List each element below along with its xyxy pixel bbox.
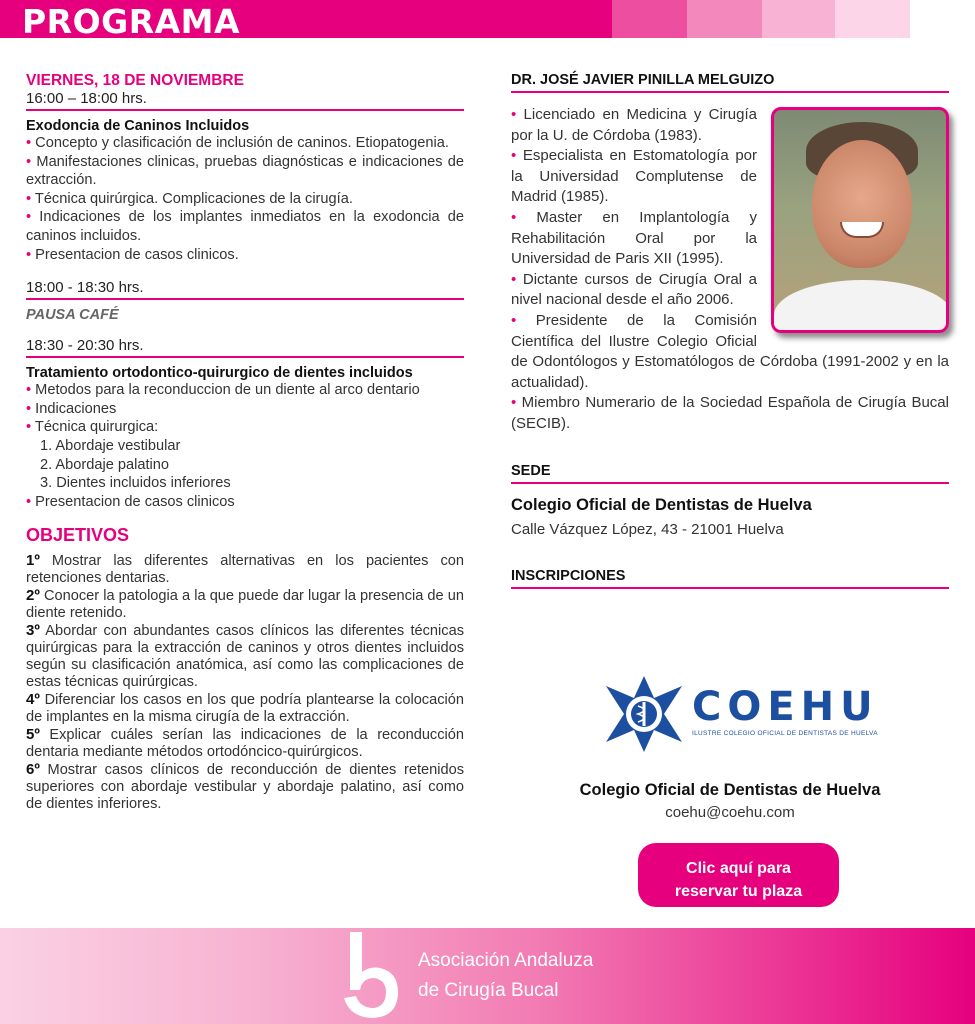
break-label: PAUSA CAFÉ: [26, 307, 119, 324]
objective-3: 3º Abordar con abundantes casos clínicos las diferentes técnicas quirúrgicas para la extracción de caninos y otros dientes incluidos según su clasificación anatómica, así como las complicaciones de estas técnicas quirúrgicas.: [26, 622, 464, 691]
list-item: 1. Abordaje vestibular: [40, 437, 181, 454]
sede-name: Colegio Oficial de Dentistas de Huelva: [511, 495, 812, 514]
event-date: VIERNES, 18 DE NOVIEMBRE: [26, 72, 244, 89]
session1-time: 16:00 – 18:00 hrs.: [26, 90, 464, 111]
program-column: [26, 72, 464, 813]
objective-6: 6º Mostrar casos clínicos de reconducción de dientes retenidos superiores con abordaje vestibular y abordaje palatino, así como de dientes inferiores.: [26, 761, 464, 813]
session2-list: [26, 381, 464, 437]
objective-4: 4º Diferenciar los casos en los que podría plantearse la colocación de implantes en la misma cirugía de la extracción.: [26, 691, 464, 726]
header-bar: [0, 0, 975, 41]
registration-org: Colegio Oficial de Dentistas de Huelva: [579, 781, 881, 799]
list-item: • Presentacion de casos clinicos.: [26, 246, 239, 263]
bio-item: • Master en Implantología y Rehabilitación Oral por la Universidad de Paris XII (1995).: [511, 208, 757, 268]
bio-item: • Especialista en Estomatología por la Universidad Complutense de Madrid (1985).: [511, 147, 758, 206]
objectives-title: OBJETIVOS: [26, 525, 130, 546]
bio-item: • Licenciado en Medicina y Cirugía por la U. de Córdoba (1983).: [511, 106, 757, 144]
header-swatch-2: [687, 0, 762, 38]
session2-list-end: [26, 493, 464, 512]
coehu-logo: [606, 676, 879, 752]
sede-address: Calle Vázquez López, 43 - 21001 Huelva: [511, 520, 784, 538]
reserve-button[interactable]: [638, 843, 839, 907]
list-item: • Técnica quirurgica:: [26, 419, 159, 436]
bio-item: • Presidente de la Comisión Científica del Ilustre Colegio Oficial de Odontólogos y Estomatólogos de Córdoba (1991-2002 y en la actualidad).: [511, 311, 949, 391]
coehu-cross-icon: [606, 676, 682, 752]
objective-5: 5º Explicar cuáles serían las indicaciones de la reconducción dentaria mediante métodos ortodóncico-quirúrgicos.: [26, 726, 465, 761]
header-swatch-1: [612, 0, 687, 38]
list-item: • Técnica quirúrgica. Complicaciones de la cirugía.: [26, 190, 353, 207]
list-item: 3. Dientes incluidos inferiores: [40, 475, 231, 492]
objective-2: 2º Conocer la patologia a la que puede dar lugar la presencia de un diente retenido.: [26, 587, 464, 622]
list-item: • Metodos para la reconduccion de un diente al arco dentario: [26, 382, 420, 399]
speaker-column: [511, 72, 949, 601]
speaker-bio: [511, 105, 949, 435]
bio-item: • Miembro Numerario de la Sociedad Española de Cirugía Bucal (SECIB).: [511, 394, 949, 432]
header-swatch-4: [835, 0, 910, 38]
coehu-wordmark: COEHU: [692, 684, 879, 730]
inscripciones-heading: INSCRIPCIONES: [511, 568, 949, 589]
list-item: • Indicaciones: [26, 400, 117, 417]
session2-time: 18:30 - 20:30 hrs.: [26, 337, 464, 358]
speaker-photo: [771, 107, 949, 333]
list-item: 2. Abordaje palatino: [40, 456, 170, 473]
header-swatch-3: [762, 0, 835, 38]
registration-email[interactable]: coehu@coehu.com: [665, 804, 795, 821]
objective-1: 1º Mostrar las diferentes alternativas en los pacientes con retenciones dentarias.: [26, 552, 464, 587]
reserve-button-line2: reservar tu plaza: [674, 882, 803, 900]
speaker-name: DR. JOSÉ JAVIER PINILLA MELGUIZO: [511, 72, 949, 93]
coehu-subtitle: ILUSTRE COLEGIO OFICIAL DE DENTISTAS DE HUELVA: [692, 730, 878, 737]
association-name: Asociación Andaluza de Cirugía Bucal: [418, 950, 594, 1001]
sede-heading: SEDE: [511, 463, 949, 484]
bio-item: • Dictante cursos de Cirugía Oral a nivel nacional desde el año 2006.: [511, 270, 757, 309]
session1-list: [26, 134, 464, 264]
session1-title: Exodoncia de Caninos Incluidos: [26, 118, 250, 134]
list-item: • Indicaciones de los implantes inmediatos en la exodoncia de caninos incluidos.: [26, 209, 464, 244]
list-item: • Presentacion de casos clinicos: [26, 493, 235, 510]
list-item: • Manifestaciones clinicas, pruebas diagnósticas e indicaciones de extracción.: [26, 153, 465, 189]
break-time: 18:00 - 18:30 hrs.: [26, 279, 464, 300]
page-title: PROGRAMA: [22, 2, 241, 41]
association-logo-icon: [336, 928, 406, 1024]
session2-title: Tratamiento ortodontico-quirurgico de dientes incluidos: [26, 365, 413, 382]
footer-band: [0, 928, 975, 1024]
reserve-button-line1: Clic aquí para: [686, 859, 791, 877]
technique-sublist: [26, 437, 464, 493]
list-item: • Concepto y clasificación de inclusión de caninos. Etiopatogenia.: [26, 135, 449, 151]
